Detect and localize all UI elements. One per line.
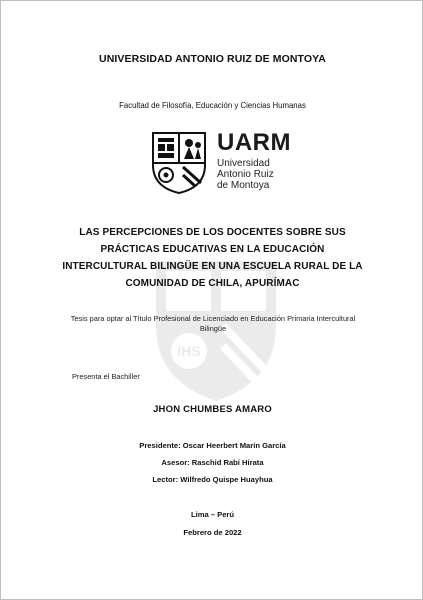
degree-line: Tesis para optar al Título Profesional de Licenciado en Educación Primaria Intercultural	[70, 314, 356, 323]
place: Lima – Perú	[190, 510, 235, 519]
logo-line-2: Antonio Ruiz	[217, 169, 274, 180]
faculty-name: Facultad de Filosofía, Educación y Ciencias Humanas	[119, 101, 306, 110]
uarm-logo	[151, 131, 291, 199]
presenter-label: Presenta el Bachiller	[72, 372, 140, 381]
logo-line-3: de Montoya	[217, 180, 270, 191]
title-line: LAS PERCEPCIONES DE LOS DOCENTES SOBRE SUS	[79, 227, 346, 238]
committee-advisor: Asesor: Raschid Rabí Hirata	[161, 458, 264, 467]
date: Febrero de 2022	[183, 528, 242, 537]
committee-list	[1, 437, 423, 488]
logo-acronym: UARM	[217, 129, 291, 156]
university-name: UNIVERSIDAD ANTONIO RUIZ DE MONTOYA	[99, 53, 326, 65]
logo-wordmark	[217, 131, 297, 191]
thesis-title	[61, 224, 364, 292]
author-name: JHON CHUMBES AMARO	[153, 404, 272, 415]
watermark-text: IHS	[177, 343, 201, 359]
university-shield-icon	[151, 131, 207, 195]
degree-statement	[63, 314, 363, 334]
logo-line-1: Universidad	[217, 158, 270, 169]
degree-line: Bilingüe	[199, 324, 227, 333]
committee-reader: Lector: Wilfredo Quispe Huayhua	[152, 475, 273, 484]
title-line: INTERCULTURAL BILINGÜE EN UNA ESCUELA RURAL DE LA	[62, 261, 363, 272]
committee-president: Presidente: Oscar Heerbert Marin García	[139, 441, 286, 450]
title-line: COMUNIDAD DE CHILA, APURÍMAC	[125, 278, 300, 289]
title-line: PRÁCTICAS EDUCATIVAS EN LA EDUCACIÓN	[100, 244, 325, 255]
place-date	[1, 506, 423, 542]
